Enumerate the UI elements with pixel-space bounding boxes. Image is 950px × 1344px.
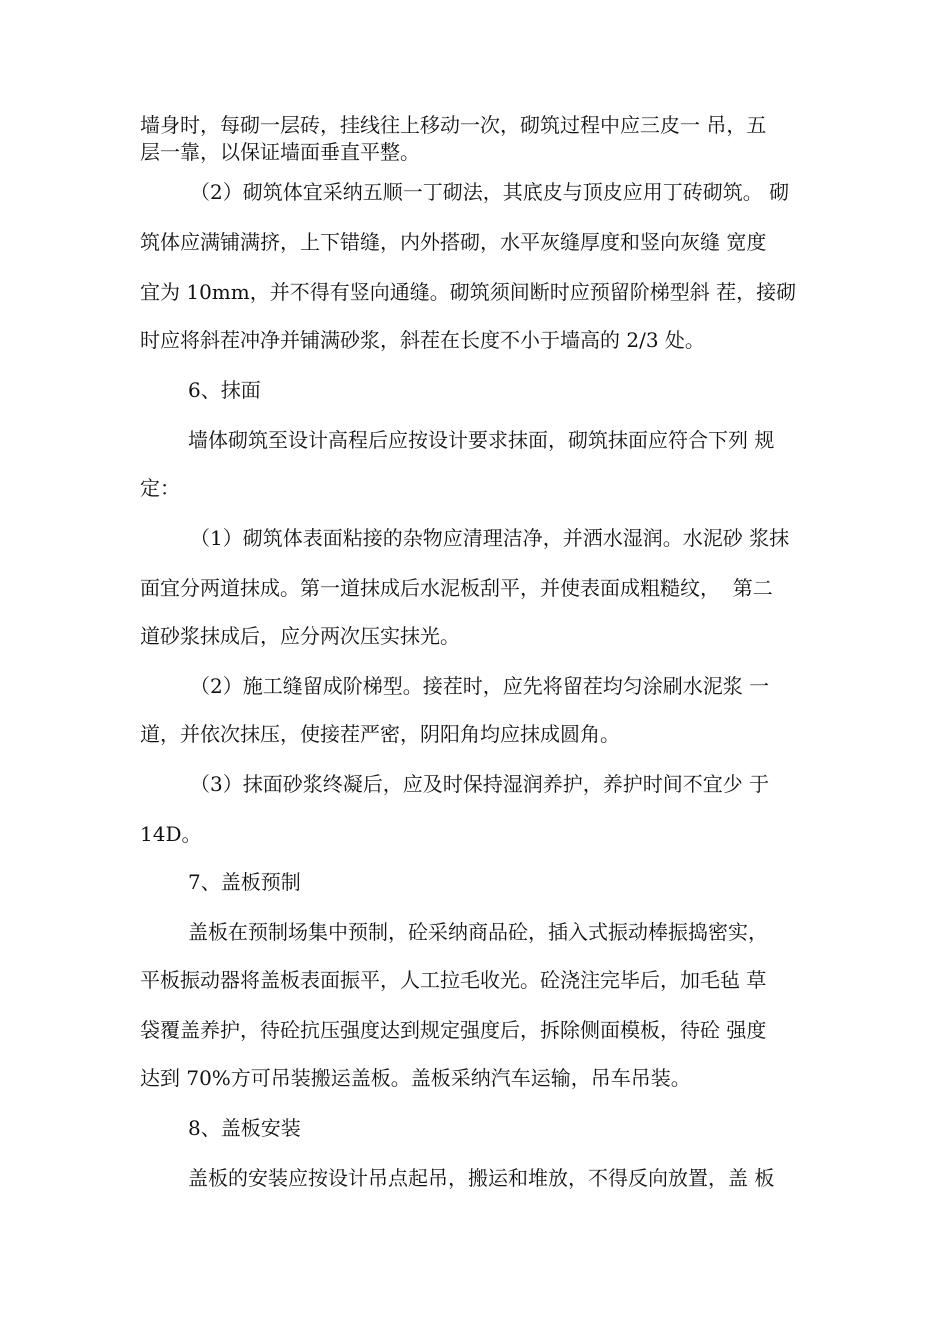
paragraph-line: 达到 70%方可吊装搬运盖板。盖板采纳汽车运输，吊车吊装。 (140, 1066, 691, 1090)
paragraph-line: 层一靠，以保证墙面垂直平整。 (140, 140, 420, 164)
paragraph-line: 筑体应满铺满挤，上下错缝，内外搭砌，水平灰缝厚度和竖向灰缝 宽度 (140, 230, 767, 254)
paragraph-line: （2）施工缝留成阶梯型。接茬时，应先将留茬均匀涂刷水泥浆 一 (190, 674, 770, 698)
paragraph-line: 时应将斜茬冲净并铺满砂浆，斜茬在长度不小于墙高的 2/3 处。 (140, 328, 705, 352)
paragraph-line: 袋覆盖养护，待砼抗压强度达到规定强度后，拆除侧面模板，待砼 强度 (140, 1018, 767, 1042)
paragraph-line: 道砂浆抹成后，应分两次压实抹光。 (140, 624, 460, 648)
paragraph-line: 定： (140, 476, 180, 500)
paragraph-line: 面宜分两道抹成。第一道抹成后水泥板刮平，并使表面成粗糙纹， 第二 (140, 576, 773, 600)
section-heading: 7、盖板预制 (188, 870, 301, 894)
section-heading: 8、盖板安装 (188, 1116, 301, 1140)
paragraph-line: 墙体砌筑至设计高程后应按设计要求抹面，砌筑抹面应符合下列 规 (188, 428, 775, 452)
paragraph-line: 14D。 (140, 822, 202, 846)
paragraph-line: 盖板在预制场集中预制，砼采纳商品砼，插入式振动棒振捣密实， (188, 920, 768, 944)
paragraph-line: 道，并依次抹压，使接茬严密，阴阳角均应抹成圆角。 (140, 722, 620, 746)
section-heading: 6、抹面 (188, 378, 261, 402)
paragraph-line: 宜为 10mm，并不得有竖向通缝。砌筑须间断时应预留阶梯型斜 茬，接砌 (140, 280, 797, 304)
paragraph-line: 墙身时，每砌一层砖，挂线往上移动一次，砌筑过程中应三皮一 吊，五 (140, 113, 767, 137)
paragraph-line: （3）抹面砂浆终凝后，应及时保持湿润养护，养护时间不宜少 于 (190, 772, 770, 796)
paragraph-line: （2）砌筑体宜采纳五顺一丁砌法，其底皮与顶皮应用丁砖砌筑。 砌 (190, 180, 790, 204)
paragraph-line: 盖板的安装应按设计吊点起吊，搬运和堆放，不得反向放置，盖 板 (188, 1166, 775, 1190)
paragraph-line: （1）砌筑体表面粘接的杂物应清理洁净，并洒水湿润。水泥砂 浆抹 (190, 526, 790, 550)
paragraph-line: 平板振动器将盖板表面振平，人工拉毛收光。砼浇注完毕后，加毛毡 草 (140, 968, 767, 992)
